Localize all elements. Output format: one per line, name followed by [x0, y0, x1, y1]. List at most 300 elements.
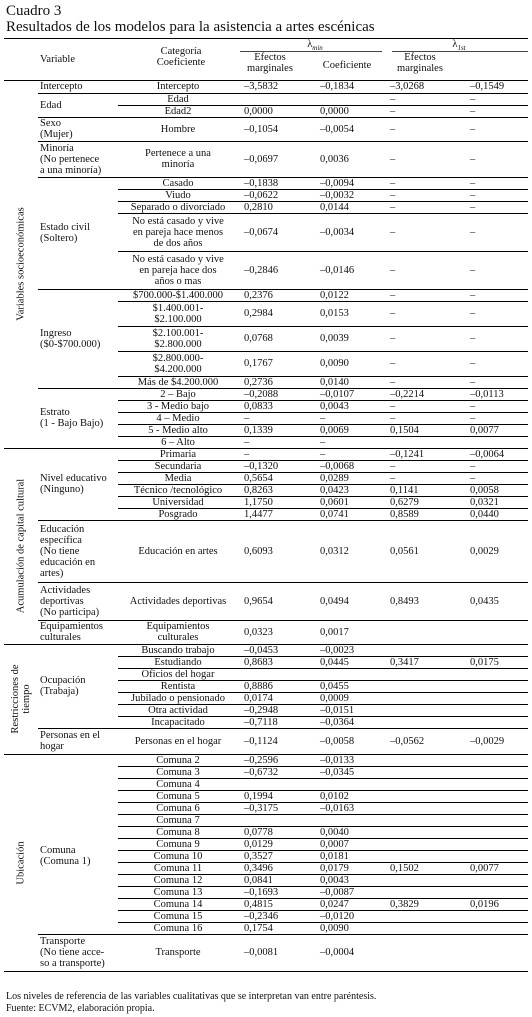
efectos-1st-cell — [384, 692, 464, 704]
coef-1st-cell: –0,0113 — [464, 388, 528, 400]
efectos-min-cell: 0,1754 — [238, 922, 314, 934]
coef-min-cell: –0,0364 — [314, 716, 384, 728]
section-label-text: Variables socioeconómicas — [15, 207, 27, 321]
coef-1st-cell: – — [464, 117, 528, 141]
efectos-min-cell: 0,8263 — [238, 484, 314, 496]
coef-1st-cell: – — [464, 201, 528, 213]
coef-1st-cell — [464, 766, 528, 778]
efectos-1st-cell: – — [384, 326, 464, 351]
coef-1st-cell: – — [464, 251, 528, 289]
category-cell: 4 – Medio — [118, 412, 238, 424]
coef-min-cell: 0,0144 — [314, 201, 384, 213]
category-cell: Hombre — [118, 117, 238, 141]
efectos-min-cell: –0,2846 — [238, 251, 314, 289]
efectos-1st-cell: – — [384, 376, 464, 388]
coef-min-cell: 0,0043 — [314, 400, 384, 412]
category-cell: Actividades deportivas — [118, 582, 238, 620]
coef-1st-cell: – — [464, 301, 528, 326]
coef-1st-cell — [464, 620, 528, 644]
category-cell: Equipamientos culturales — [118, 620, 238, 644]
coef-min-cell: 0,0423 — [314, 484, 384, 496]
coef-min-cell: 0,0179 — [314, 862, 384, 874]
table-row — [4, 141, 528, 177]
efectos-min-cell — [238, 778, 314, 790]
table-row — [4, 177, 528, 189]
header-lambda-1st: $\lambda_{1st}$ — [452, 39, 466, 53]
coef-min-cell: 0,0090 — [314, 922, 384, 934]
category-cell: Comuna 15 — [118, 910, 238, 922]
table-row — [4, 620, 528, 644]
efectos-min-cell: – — [238, 436, 314, 448]
coef-min-cell: –0,0068 — [314, 460, 384, 472]
efectos-min-cell: – — [238, 448, 314, 460]
coef-min-cell: 0,0494 — [314, 582, 384, 620]
coef-min-cell: –0,0023 — [314, 644, 384, 656]
coef-min-cell: 0,0007 — [314, 838, 384, 850]
efectos-1st-cell: – — [384, 351, 464, 376]
table-row — [4, 728, 528, 754]
category-cell: Comuna 8 — [118, 826, 238, 838]
efectos-min-cell: 0,2376 — [238, 289, 314, 301]
efectos-1st-cell: 0,8589 — [384, 508, 464, 520]
variable-name: Equipamientos culturales — [38, 620, 118, 644]
efectos-min-cell: 0,2810 — [238, 201, 314, 213]
coef-min-cell: 0,0090 — [314, 351, 384, 376]
coef-1st-cell: 0,0321 — [464, 496, 528, 508]
category-cell: 3 - Medio bajo — [118, 400, 238, 412]
efectos-1st-cell: – — [384, 412, 464, 424]
efectos-1st-cell: – — [384, 189, 464, 201]
coef-min-cell: –0,0032 — [314, 189, 384, 201]
header-variable: Variable — [40, 54, 75, 65]
efectos-1st-cell: – — [384, 460, 464, 472]
category-cell: Buscando trabajo — [118, 644, 238, 656]
variable-name: Sexo (Mujer) — [38, 117, 118, 141]
efectos-min-cell: –0,0622 — [238, 189, 314, 201]
category-cell: Comuna 13 — [118, 886, 238, 898]
coef-1st-cell: –0,1549 — [464, 81, 528, 93]
efectos-min-cell: –0,1320 — [238, 460, 314, 472]
category-cell: Incapacitado — [118, 716, 238, 728]
efectos-min-cell: –0,1838 — [238, 177, 314, 189]
coef-min-cell: –0,0133 — [314, 754, 384, 766]
section-label-text: Acumulación de capital cultural — [15, 478, 27, 614]
category-cell: Estudiando — [118, 656, 238, 668]
category-cell: Secundaria — [118, 460, 238, 472]
coef-min-cell: – — [314, 436, 384, 448]
coef-1st-cell — [464, 644, 528, 656]
coef-1st-cell — [464, 692, 528, 704]
efectos-min-cell: –0,0697 — [238, 141, 314, 177]
category-cell: $2.800.000- $4.200.000 — [118, 351, 238, 376]
category-cell: Comuna 11 — [118, 862, 238, 874]
efectos-min-cell: –0,2346 — [238, 910, 314, 922]
coef-1st-cell: – — [464, 412, 528, 424]
coef-min-cell: –0,0151 — [314, 704, 384, 716]
efectos-1st-cell — [384, 838, 464, 850]
category-cell: Viudo — [118, 189, 238, 201]
table-row — [4, 754, 528, 766]
efectos-1st-cell: 0,8493 — [384, 582, 464, 620]
efectos-1st-cell: – — [384, 472, 464, 484]
coef-1st-cell — [464, 778, 528, 790]
coef-min-cell: 0,0455 — [314, 680, 384, 692]
coef-1st-cell: – — [464, 189, 528, 201]
efectos-min-cell: 0,0841 — [238, 874, 314, 886]
efectos-min-cell: 0,0778 — [238, 826, 314, 838]
efectos-1st-cell: – — [384, 213, 464, 251]
efectos-1st-cell — [384, 910, 464, 922]
efectos-min-cell: 1,4477 — [238, 508, 314, 520]
efectos-min-cell — [238, 814, 314, 826]
coef-min-cell: –0,0163 — [314, 802, 384, 814]
coef-min-cell: –0,0087 — [314, 886, 384, 898]
section-label — [4, 448, 38, 644]
efectos-1st-cell — [384, 802, 464, 814]
efectos-min-cell: 0,0833 — [238, 400, 314, 412]
table-row — [4, 81, 528, 93]
table-row — [4, 520, 528, 582]
efectos-1st-cell — [384, 874, 464, 886]
coef-min-cell: 0,0102 — [314, 790, 384, 802]
lambda-min-rule — [240, 51, 382, 52]
table-title: Resultados de los modelos para la asistencia a artes escénicas — [6, 19, 375, 35]
coef-min-cell: 0,0069 — [314, 424, 384, 436]
coef-1st-cell: 0,0440 — [464, 508, 528, 520]
coef-1st-cell: – — [464, 326, 528, 351]
category-cell: Comuna 14 — [118, 898, 238, 910]
efectos-1st-cell: 0,3829 — [384, 898, 464, 910]
coef-1st-cell: – — [464, 460, 528, 472]
variable-name: Personas en el hogar — [38, 728, 118, 754]
table-row — [4, 93, 528, 105]
coef-min-cell: 0,0140 — [314, 376, 384, 388]
table-number: Cuadro 3 — [6, 3, 62, 19]
coef-1st-cell: – — [464, 376, 528, 388]
efectos-1st-cell — [384, 704, 464, 716]
section-label-text: Ubicación — [15, 840, 27, 885]
coef-min-cell: 0,0153 — [314, 301, 384, 326]
coef-1st-cell: 0,0435 — [464, 582, 528, 620]
coef-1st-cell: – — [464, 472, 528, 484]
efectos-1st-cell — [384, 680, 464, 692]
category-cell: Comuna 2 — [118, 754, 238, 766]
variable-name: Ingreso ($0-$700.000) — [38, 289, 118, 388]
efectos-1st-cell — [384, 436, 464, 448]
coef-1st-cell: – — [464, 93, 528, 105]
efectos-min-cell: 0,0129 — [238, 838, 314, 850]
coef-1st-cell: 0,0077 — [464, 862, 528, 874]
category-cell: Comuna 16 — [118, 922, 238, 934]
efectos-min-cell: 0,0174 — [238, 692, 314, 704]
footnote-source: Fuente: ECVM2, elaboración propia. — [6, 1003, 155, 1014]
coef-min-cell: –0,0004 — [314, 934, 384, 971]
coef-1st-cell — [464, 680, 528, 692]
efectos-1st-cell: – — [384, 141, 464, 177]
efectos-min-cell: 0,0323 — [238, 620, 314, 644]
coef-min-cell: 0,0601 — [314, 496, 384, 508]
efectos-1st-cell — [384, 850, 464, 862]
efectos-min-cell: 0,2736 — [238, 376, 314, 388]
table-row — [4, 117, 528, 141]
coef-min-cell — [314, 778, 384, 790]
category-cell: Otra actividad — [118, 704, 238, 716]
coef-min-cell: 0,0289 — [314, 472, 384, 484]
coef-1st-cell — [464, 826, 528, 838]
efectos-1st-cell: 0,1141 — [384, 484, 464, 496]
coef-1st-cell — [464, 436, 528, 448]
efectos-1st-cell: – — [384, 117, 464, 141]
efectos-min-cell: –0,1693 — [238, 886, 314, 898]
efectos-min-cell: –0,3175 — [238, 802, 314, 814]
coef-1st-cell: – — [464, 213, 528, 251]
category-cell: Transporte — [118, 934, 238, 971]
category-cell: Jubilado o pensionado — [118, 692, 238, 704]
efectos-1st-cell: 0,6279 — [384, 496, 464, 508]
coef-1st-cell: – — [464, 351, 528, 376]
coef-min-cell: –0,0345 — [314, 766, 384, 778]
coef-1st-cell: – — [464, 141, 528, 177]
coef-min-cell: – — [314, 448, 384, 460]
header-efectos-marginales-2: Efectos marginales — [397, 52, 443, 74]
efectos-min-cell: –0,2088 — [238, 388, 314, 400]
coef-min-cell: 0,0445 — [314, 656, 384, 668]
category-cell: Primaria — [118, 448, 238, 460]
efectos-min-cell: 0,2984 — [238, 301, 314, 326]
category-cell: 2 – Bajo — [118, 388, 238, 400]
coef-1st-cell — [464, 838, 528, 850]
category-cell: Rentista — [118, 680, 238, 692]
efectos-1st-cell: – — [384, 289, 464, 301]
efectos-min-cell: –0,1054 — [238, 117, 314, 141]
efectos-min-cell: 0,6093 — [238, 520, 314, 582]
coef-min-cell: –0,0034 — [314, 213, 384, 251]
variable-name: Actividades deportivas (No participa) — [38, 582, 118, 620]
coef-1st-cell — [464, 802, 528, 814]
category-cell: Posgrado — [118, 508, 238, 520]
category-cell: Comuna 10 — [118, 850, 238, 862]
variable-name: Nivel educativo (Ninguno) — [38, 448, 118, 520]
efectos-1st-cell: – — [384, 400, 464, 412]
efectos-min-cell — [238, 668, 314, 680]
coef-min-cell: 0,0009 — [314, 692, 384, 704]
coef-min-cell: 0,0036 — [314, 141, 384, 177]
category-cell: Casado — [118, 177, 238, 189]
table-row — [4, 289, 528, 301]
efectos-min-cell: –0,0674 — [238, 213, 314, 251]
table-row — [4, 448, 528, 460]
variable-name: Educación específica (No tiene educación en artes) — [38, 520, 118, 582]
footnote-reference: Los niveles de referencia de las variables cualitativas que se interpretan van entre paréntesis. — [6, 991, 377, 1002]
results-table — [4, 81, 528, 972]
category-cell: Pertenece a una minoría — [118, 141, 238, 177]
category-cell: Comuna 12 — [118, 874, 238, 886]
coef-1st-cell — [464, 922, 528, 934]
coef-min-cell: 0,0039 — [314, 326, 384, 351]
efectos-min-cell: –0,2948 — [238, 704, 314, 716]
category-cell: Edad2 — [118, 105, 238, 117]
efectos-1st-cell — [384, 766, 464, 778]
efectos-min-cell: 0,5654 — [238, 472, 314, 484]
efectos-min-cell: 0,9654 — [238, 582, 314, 620]
coef-min-cell: 0,0741 — [314, 508, 384, 520]
efectos-min-cell: 0,3496 — [238, 862, 314, 874]
table-row — [4, 934, 528, 971]
coef-1st-cell: –0,0029 — [464, 728, 528, 754]
coef-1st-cell — [464, 814, 528, 826]
coef-1st-cell: – — [464, 105, 528, 117]
variable-name: Minoría (No pertenece a una minoría) — [38, 141, 118, 177]
category-cell: Comuna 6 — [118, 802, 238, 814]
coef-1st-cell: – — [464, 177, 528, 189]
efectos-1st-cell — [384, 934, 464, 971]
efectos-min-cell: 0,8886 — [238, 680, 314, 692]
category-cell: $1.400.001- $2.100.000 — [118, 301, 238, 326]
efectos-min-cell: –0,0081 — [238, 934, 314, 971]
efectos-1st-cell: – — [384, 93, 464, 105]
efectos-min-cell: 0,1994 — [238, 790, 314, 802]
coef-min-cell: 0,0312 — [314, 520, 384, 582]
category-cell: Comuna 9 — [118, 838, 238, 850]
variable-name: Estado civil (Soltero) — [38, 177, 118, 289]
efectos-min-cell: 0,3527 — [238, 850, 314, 862]
coef-1st-cell — [464, 716, 528, 728]
efectos-1st-cell: 0,1502 — [384, 862, 464, 874]
header-coefficient: Coeficiente — [156, 57, 206, 68]
coef-1st-cell — [464, 850, 528, 862]
efectos-min-cell: 0,0000 — [238, 105, 314, 117]
category-cell: Media — [118, 472, 238, 484]
table-row — [4, 388, 528, 400]
efectos-1st-cell: –0,1241 — [384, 448, 464, 460]
category-cell: Universidad — [118, 496, 238, 508]
efectos-min-cell: 0,1767 — [238, 351, 314, 376]
efectos-1st-cell — [384, 754, 464, 766]
coef-1st-cell — [464, 668, 528, 680]
section-label — [4, 81, 38, 448]
efectos-1st-cell — [384, 790, 464, 802]
table-header — [0, 38, 532, 82]
coef-1st-cell: – — [464, 400, 528, 412]
category-cell: Personas en el hogar — [118, 728, 238, 754]
efectos-min-cell: 0,0768 — [238, 326, 314, 351]
efectos-1st-cell — [384, 814, 464, 826]
coef-1st-cell: 0,0196 — [464, 898, 528, 910]
header-lambda-min: $\lambda_{min}$ — [307, 39, 323, 53]
category-cell: Intercepto — [118, 81, 238, 93]
efectos-1st-cell — [384, 826, 464, 838]
efectos-1st-cell: – — [384, 105, 464, 117]
category-cell: Más de $4.200.000 — [118, 376, 238, 388]
coef-min-cell: 0,0000 — [314, 105, 384, 117]
coef-min-cell — [314, 814, 384, 826]
efectos-1st-cell: 0,0561 — [384, 520, 464, 582]
category-cell: Separado o divorciado — [118, 201, 238, 213]
coef-min-cell: –0,0054 — [314, 117, 384, 141]
category-cell: No está casado y vive en pareja hace menos de dos años — [118, 213, 238, 251]
coef-1st-cell: 0,0058 — [464, 484, 528, 496]
efectos-1st-cell — [384, 716, 464, 728]
efectos-1st-cell — [384, 668, 464, 680]
efectos-min-cell: –0,1124 — [238, 728, 314, 754]
efectos-min-cell: –0,0453 — [238, 644, 314, 656]
efectos-1st-cell: 0,1504 — [384, 424, 464, 436]
variable-name: Comuna (Comuna 1) — [38, 754, 118, 934]
coef-min-cell: –0,0058 — [314, 728, 384, 754]
section-label — [4, 754, 38, 971]
efectos-min-cell: –0,2596 — [238, 754, 314, 766]
category-cell: Comuna 4 — [118, 778, 238, 790]
efectos-min-cell: – — [238, 412, 314, 424]
efectos-min-cell: –0,7118 — [238, 716, 314, 728]
variable-name: Edad — [38, 93, 118, 117]
category-cell: $2.100.001- $2.800.000 — [118, 326, 238, 351]
table-row — [4, 644, 528, 656]
variable-name: Ocupación (Trabaja) — [38, 644, 118, 728]
coef-1st-cell — [464, 874, 528, 886]
efectos-1st-cell: – — [384, 201, 464, 213]
coef-min-cell — [314, 93, 384, 105]
efectos-1st-cell: – — [384, 301, 464, 326]
efectos-1st-cell: –3,0268 — [384, 81, 464, 93]
coef-1st-cell: – — [464, 289, 528, 301]
category-cell: Comuna 5 — [118, 790, 238, 802]
coef-min-cell: –0,0107 — [314, 388, 384, 400]
coef-min-cell: –0,1834 — [314, 81, 384, 93]
coef-1st-cell: 0,0029 — [464, 520, 528, 582]
variable-name: Intercepto — [38, 81, 118, 93]
efectos-1st-cell — [384, 922, 464, 934]
efectos-min-cell: 1,1750 — [238, 496, 314, 508]
efectos-min-cell: 0,8683 — [238, 656, 314, 668]
coef-min-cell: –0,0094 — [314, 177, 384, 189]
coef-1st-cell — [464, 934, 528, 971]
efectos-1st-cell: –0,0562 — [384, 728, 464, 754]
efectos-min-cell: –3,5832 — [238, 81, 314, 93]
category-cell: Oficios del hogar — [118, 668, 238, 680]
efectos-1st-cell: – — [384, 177, 464, 189]
category-cell: Educación en artes — [118, 520, 238, 582]
coef-min-cell: 0,0247 — [314, 898, 384, 910]
coef-1st-cell — [464, 886, 528, 898]
variable-name: Estrato (1 - Bajo Bajo) — [38, 388, 118, 448]
coef-min-cell: – — [314, 412, 384, 424]
category-cell: Comuna 3 — [118, 766, 238, 778]
coef-1st-cell: –0,0064 — [464, 448, 528, 460]
variable-name: Transporte (No tiene acce- so a transporte) — [38, 934, 118, 971]
efectos-1st-cell — [384, 620, 464, 644]
efectos-1st-cell — [384, 778, 464, 790]
section-label-text: Restricciones de tiempo — [10, 664, 32, 734]
coef-1st-cell — [464, 790, 528, 802]
efectos-min-cell: 0,1339 — [238, 424, 314, 436]
coef-min-cell: –0,0120 — [314, 910, 384, 922]
coef-1st-cell — [464, 704, 528, 716]
header-coeficiente: Coeficiente — [322, 60, 372, 71]
lambda-1st-rule — [392, 51, 528, 52]
efectos-1st-cell: –0,2214 — [384, 388, 464, 400]
header-category: Categoría — [160, 46, 202, 57]
efectos-min-cell — [238, 93, 314, 105]
category-cell: Edad — [118, 93, 238, 105]
coef-min-cell: 0,0122 — [314, 289, 384, 301]
header-efectos-marginales: Efectos marginales — [247, 52, 293, 74]
coef-1st-cell — [464, 910, 528, 922]
efectos-1st-cell: 0,3417 — [384, 656, 464, 668]
coef-min-cell: 0,0017 — [314, 620, 384, 644]
category-cell: $700.000-$1.400.000 — [118, 289, 238, 301]
efectos-min-cell: –0,6732 — [238, 766, 314, 778]
